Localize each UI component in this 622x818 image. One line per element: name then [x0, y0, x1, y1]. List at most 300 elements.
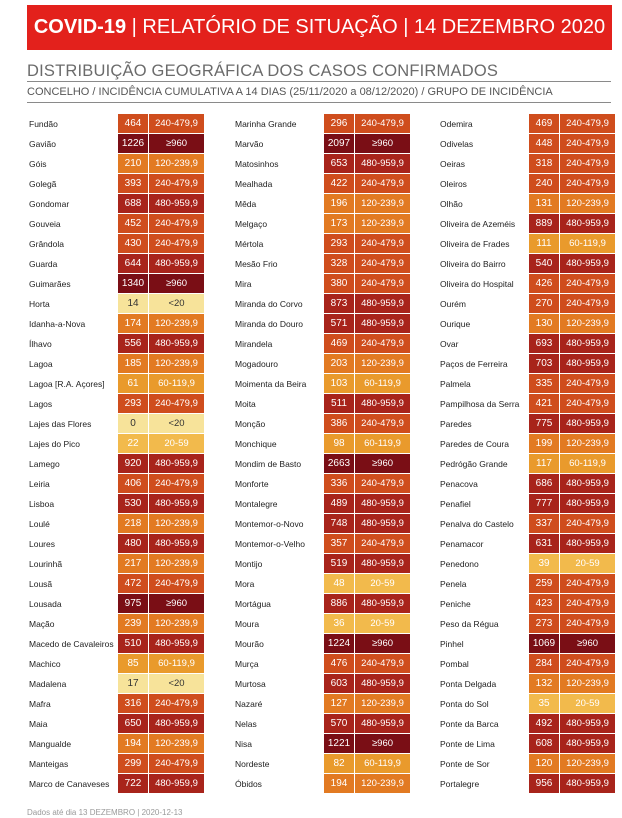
municipality-name: Odivelas: [440, 139, 474, 149]
municipality-name: Montijo: [235, 559, 263, 569]
incidence-group: 20-59: [355, 614, 410, 633]
incidence-value: 775: [529, 414, 560, 433]
incidence-group: 480-959,9: [355, 494, 410, 513]
report-header-banner: [27, 5, 612, 50]
incidence-value: 14: [118, 294, 149, 313]
municipality-name: Madalena: [29, 679, 67, 689]
incidence-value: 448: [529, 134, 560, 153]
municipality-name: Peso da Régua: [440, 619, 499, 629]
incidence-value: 337: [529, 514, 560, 533]
incidence-group: 120-239,9: [355, 354, 410, 373]
incidence-group: <20: [149, 294, 204, 313]
incidence-group: 480-959,9: [560, 734, 615, 753]
municipality-name: Ponte de Sor: [440, 759, 490, 769]
municipality-name: Paredes de Coura: [440, 439, 509, 449]
municipality-name: Ourique: [440, 319, 471, 329]
incidence-value: 956: [529, 774, 560, 793]
municipality-name: Portalegre: [440, 779, 480, 789]
incidence-value: 920: [118, 454, 149, 473]
header-separator-2: |: [397, 16, 414, 38]
municipality-name: Mondim de Basto: [235, 459, 302, 469]
incidence-value: 492: [529, 714, 560, 733]
incidence-group: 240-479,9: [149, 174, 204, 193]
incidence-group: 480-959,9: [560, 414, 615, 433]
incidence-group: 20-59: [149, 434, 204, 453]
municipality-name: Paços de Ferreira: [440, 359, 508, 369]
incidence-group: <20: [149, 674, 204, 693]
title-divider: [27, 81, 611, 82]
incidence-group: 480-959,9: [560, 474, 615, 493]
incidence-value: 98: [324, 434, 355, 453]
incidence-group: 480-959,9: [560, 334, 615, 353]
incidence-group: 60-119,9: [149, 654, 204, 673]
municipality-name: Marvão: [235, 139, 264, 149]
incidence-group: 240-479,9: [560, 514, 615, 533]
incidence-group: 240-479,9: [560, 174, 615, 193]
incidence-value: 603: [324, 674, 355, 693]
municipality-name: Oliveira do Hospital: [440, 279, 514, 289]
incidence-value: 316: [118, 694, 149, 713]
municipality-name: Pampilhosa da Serra: [440, 399, 520, 409]
municipality-name: Pedrógão Grande: [440, 459, 508, 469]
incidence-group: 240-479,9: [560, 134, 615, 153]
municipality-name: Nisa: [235, 739, 253, 749]
incidence-value: 17: [118, 674, 149, 693]
municipality-name: Penalva do Castelo: [440, 519, 514, 529]
section-subtitle: CONCELHO / INCIDÊNCIA CUMULATIVA A 14 DIAS (25/11/2020 a 08/12/2020) / GRUPO DE INCIDÊNCIA: [27, 86, 553, 98]
municipality-name: Peniche: [440, 599, 471, 609]
municipality-name: Penedono: [440, 559, 479, 569]
footer-note: Dados até dia 13 DEZEMBRO | 2020-12-13: [27, 808, 183, 817]
incidence-value: 296: [324, 114, 355, 133]
municipality-name: Miranda do Douro: [235, 319, 304, 329]
incidence-group: 240-479,9: [560, 154, 615, 173]
municipality-name: Montemor-o-Velho: [235, 539, 305, 549]
incidence-group: 480-959,9: [560, 354, 615, 373]
municipality-name: Mafra: [29, 699, 51, 709]
incidence-group: 60-119,9: [355, 374, 410, 393]
incidence-group: 120-239,9: [560, 674, 615, 693]
municipality-name: Lajes das Flores: [29, 419, 92, 429]
municipality-name: Mêda: [235, 199, 257, 209]
incidence-group: 240-479,9: [355, 114, 410, 133]
incidence-group: 240-479,9: [560, 574, 615, 593]
incidence-value: 131: [529, 194, 560, 213]
incidence-group: 480-959,9: [355, 674, 410, 693]
incidence-group: 240-479,9: [560, 374, 615, 393]
incidence-group: 480-959,9: [355, 594, 410, 613]
municipality-name: Horta: [29, 299, 50, 309]
incidence-value: 127: [324, 694, 355, 713]
municipality-name: Golegã: [29, 179, 57, 189]
municipality-name: Gavião: [29, 139, 56, 149]
incidence-value: 2097: [324, 134, 355, 153]
incidence-value: 469: [324, 334, 355, 353]
incidence-value: 130: [529, 314, 560, 333]
incidence-value: 644: [118, 254, 149, 273]
incidence-value: 703: [529, 354, 560, 373]
incidence-group: 240-479,9: [149, 234, 204, 253]
incidence-group: 480-959,9: [355, 514, 410, 533]
incidence-group: 240-479,9: [149, 754, 204, 773]
municipality-name: Idanha-a-Nova: [29, 319, 86, 329]
incidence-group: 120-239,9: [149, 614, 204, 633]
incidence-group: 480-959,9: [355, 294, 410, 313]
incidence-group: 240-479,9: [149, 214, 204, 233]
incidence-group: 240-479,9: [149, 474, 204, 493]
municipality-name: Oliveira de Frades: [440, 239, 510, 249]
municipality-name: Lousada: [29, 599, 62, 609]
municipality-name: Fundão: [29, 119, 58, 129]
incidence-group: 240-479,9: [149, 114, 204, 133]
incidence-group: 240-479,9: [355, 234, 410, 253]
incidence-value: 284: [529, 654, 560, 673]
municipality-name: Mértola: [235, 239, 264, 249]
incidence-group: ≥960: [355, 634, 410, 653]
header-report-title: RELATÓRIO DE SITUAÇÃO: [142, 16, 398, 38]
municipality-name: Ponte da Barca: [440, 719, 499, 729]
municipality-name: Odemira: [440, 119, 473, 129]
municipality-name: Moita: [235, 399, 256, 409]
incidence-value: 540: [529, 254, 560, 273]
incidence-value: 430: [118, 234, 149, 253]
municipality-name: Penamacor: [440, 539, 484, 549]
incidence-group: 240-479,9: [149, 694, 204, 713]
incidence-value: 299: [118, 754, 149, 773]
municipality-name: Óbidos: [235, 779, 262, 789]
incidence-value: 318: [529, 154, 560, 173]
incidence-value: 406: [118, 474, 149, 493]
incidence-group: 480-959,9: [149, 494, 204, 513]
municipality-name: Miranda do Corvo: [235, 299, 303, 309]
municipality-name: Melgaço: [235, 219, 268, 229]
incidence-value: 530: [118, 494, 149, 513]
incidence-value: 1224: [324, 634, 355, 653]
incidence-value: 239: [118, 614, 149, 633]
incidence-value: 777: [529, 494, 560, 513]
incidence-value: 421: [529, 394, 560, 413]
incidence-group: 120-239,9: [149, 154, 204, 173]
municipality-name: Nazaré: [235, 699, 263, 709]
incidence-value: 1226: [118, 134, 149, 153]
municipality-name: Loures: [29, 539, 55, 549]
municipality-name: Mogadouro: [235, 359, 279, 369]
incidence-value: 293: [324, 234, 355, 253]
incidence-value: 650: [118, 714, 149, 733]
incidence-value: 174: [118, 314, 149, 333]
incidence-value: 889: [529, 214, 560, 233]
incidence-value: 335: [529, 374, 560, 393]
incidence-value: 570: [324, 714, 355, 733]
incidence-group: 240-479,9: [560, 394, 615, 413]
municipality-name: Mesão Frio: [235, 259, 278, 269]
municipality-name: Mora: [235, 579, 255, 589]
incidence-group: 480-959,9: [149, 634, 204, 653]
header-date: 14 DEZEMBRO 2020: [413, 16, 606, 38]
incidence-value: 293: [118, 394, 149, 413]
incidence-value: 132: [529, 674, 560, 693]
incidence-group: 480-959,9: [355, 314, 410, 333]
incidence-group: 480-959,9: [355, 154, 410, 173]
incidence-group: 240-479,9: [355, 414, 410, 433]
incidence-group: 480-959,9: [355, 714, 410, 733]
municipality-name: Gondomar: [29, 199, 70, 209]
municipality-name: Marco de Canaveses: [29, 779, 110, 789]
incidence-group: 60-119,9: [355, 754, 410, 773]
incidence-value: 1340: [118, 274, 149, 293]
municipality-name: Nordeste: [235, 759, 270, 769]
incidence-value: 39: [529, 554, 560, 573]
municipality-name: Mirandela: [235, 339, 273, 349]
incidence-value: 688: [118, 194, 149, 213]
municipality-name: Murtosa: [235, 679, 266, 689]
municipality-name: Loulé: [29, 519, 50, 529]
municipality-name: Lisboa: [29, 499, 55, 509]
incidence-group: 120-239,9: [560, 754, 615, 773]
incidence-group: 480-959,9: [560, 214, 615, 233]
incidence-group: ≥960: [355, 454, 410, 473]
incidence-group: 60-119,9: [560, 454, 615, 473]
incidence-group: ≥960: [355, 734, 410, 753]
incidence-value: 0: [118, 414, 149, 433]
incidence-group: 120-239,9: [149, 734, 204, 753]
incidence-group: 240-479,9: [355, 534, 410, 553]
incidence-group: 120-239,9: [355, 194, 410, 213]
incidence-value: 259: [529, 574, 560, 593]
incidence-group: 240-479,9: [560, 594, 615, 613]
incidence-value: 1221: [324, 734, 355, 753]
incidence-value: 1069: [529, 634, 560, 653]
incidence-group: 120-239,9: [149, 314, 204, 333]
incidence-group: 120-239,9: [560, 194, 615, 213]
municipality-name: Oliveira de Azeméis: [440, 219, 516, 229]
incidence-value: 85: [118, 654, 149, 673]
incidence-group: 240-479,9: [560, 654, 615, 673]
municipality-name: Penela: [440, 579, 467, 589]
incidence-group: 240-479,9: [149, 394, 204, 413]
incidence-group: 120-239,9: [149, 554, 204, 573]
municipality-name: Matosinhos: [235, 159, 279, 169]
incidence-group: 480-959,9: [560, 254, 615, 273]
incidence-value: 722: [118, 774, 149, 793]
incidence-value: 873: [324, 294, 355, 313]
incidence-group: 480-959,9: [149, 194, 204, 213]
incidence-group: 240-479,9: [560, 274, 615, 293]
subtitle-divider: [27, 102, 611, 103]
incidence-value: 328: [324, 254, 355, 273]
incidence-value: 273: [529, 614, 560, 633]
incidence-group: ≥960: [355, 134, 410, 153]
incidence-group: 120-239,9: [355, 774, 410, 793]
municipality-name: Oleiros: [440, 179, 467, 189]
incidence-value: 571: [324, 314, 355, 333]
municipality-name: Maia: [29, 719, 48, 729]
incidence-group: 120-239,9: [149, 514, 204, 533]
municipality-name: Grândola: [29, 239, 64, 249]
municipality-name: Monchique: [235, 439, 277, 449]
incidence-value: 240: [529, 174, 560, 193]
incidence-group: 240-479,9: [355, 254, 410, 273]
incidence-group: 120-239,9: [560, 314, 615, 333]
incidence-value: 975: [118, 594, 149, 613]
incidence-value: 103: [324, 374, 355, 393]
municipality-name: Lagoa: [29, 359, 53, 369]
municipality-name: Mangualde: [29, 739, 72, 749]
municipality-name: Mortágua: [235, 599, 271, 609]
incidence-group: 240-479,9: [560, 294, 615, 313]
incidence-group: ≥960: [149, 594, 204, 613]
municipality-name: Montemor-o-Novo: [235, 519, 304, 529]
incidence-value: 194: [118, 734, 149, 753]
incidence-value: 631: [529, 534, 560, 553]
incidence-group: 240-479,9: [355, 334, 410, 353]
municipality-name: Lourinhã: [29, 559, 63, 569]
incidence-group: 120-239,9: [149, 354, 204, 373]
municipality-name: Pinhel: [440, 639, 464, 649]
incidence-value: 748: [324, 514, 355, 533]
incidence-group: 480-959,9: [560, 534, 615, 553]
incidence-group: 20-59: [560, 554, 615, 573]
incidence-value: 426: [529, 274, 560, 293]
municipality-name: Ponte de Lima: [440, 739, 495, 749]
municipality-name: Moimenta da Beira: [235, 379, 307, 389]
incidence-value: 886: [324, 594, 355, 613]
incidence-group: 480-959,9: [355, 394, 410, 413]
municipality-name: Monção: [235, 419, 266, 429]
municipality-name: Mação: [29, 619, 55, 629]
incidence-group: ≥960: [149, 274, 204, 293]
municipality-name: Lajes do Pico: [29, 439, 81, 449]
municipality-name: Lousã: [29, 579, 53, 589]
incidence-group: <20: [149, 414, 204, 433]
incidence-value: 686: [529, 474, 560, 493]
municipality-name: Nelas: [235, 719, 257, 729]
municipality-name: Olhão: [440, 199, 463, 209]
incidence-group: 480-959,9: [560, 774, 615, 793]
municipality-name: Penafiel: [440, 499, 471, 509]
incidence-group: ≥960: [149, 134, 204, 153]
incidence-value: 196: [324, 194, 355, 213]
municipality-name: Marinha Grande: [235, 119, 297, 129]
incidence-group: 480-959,9: [355, 554, 410, 573]
incidence-group: 480-959,9: [149, 534, 204, 553]
incidence-value: 653: [324, 154, 355, 173]
incidence-value: 210: [118, 154, 149, 173]
municipality-name: Oeiras: [440, 159, 466, 169]
incidence-value: 476: [324, 654, 355, 673]
incidence-value: 380: [324, 274, 355, 293]
municipality-name: Monforte: [235, 479, 269, 489]
incidence-group: 480-959,9: [149, 774, 204, 793]
incidence-value: 218: [118, 514, 149, 533]
incidence-value: 693: [529, 334, 560, 353]
incidence-value: 422: [324, 174, 355, 193]
incidence-value: 510: [118, 634, 149, 653]
incidence-group: 120-239,9: [560, 434, 615, 453]
incidence-value: 2663: [324, 454, 355, 473]
incidence-group: 120-239,9: [355, 214, 410, 233]
incidence-group: 120-239,9: [355, 694, 410, 713]
incidence-value: 489: [324, 494, 355, 513]
incidence-group: 240-479,9: [560, 614, 615, 633]
municipality-name: Ílhavo: [29, 339, 52, 349]
incidence-value: 270: [529, 294, 560, 313]
incidence-group: 60-119,9: [560, 234, 615, 253]
incidence-value: 82: [324, 754, 355, 773]
incidence-group: 240-479,9: [355, 274, 410, 293]
municipality-name: Paredes: [440, 419, 472, 429]
incidence-value: 336: [324, 474, 355, 493]
incidence-group: 240-479,9: [355, 474, 410, 493]
municipality-name: Ourém: [440, 299, 466, 309]
incidence-value: 608: [529, 734, 560, 753]
incidence-value: 480: [118, 534, 149, 553]
incidence-value: 117: [529, 454, 560, 473]
incidence-value: 173: [324, 214, 355, 233]
municipality-name: Palmela: [440, 379, 471, 389]
municipality-name: Leiria: [29, 479, 50, 489]
incidence-value: 61: [118, 374, 149, 393]
municipality-name: Ponta do Sol: [440, 699, 489, 709]
incidence-value: 357: [324, 534, 355, 553]
incidence-group: 480-959,9: [149, 254, 204, 273]
incidence-value: 120: [529, 754, 560, 773]
incidence-value: 22: [118, 434, 149, 453]
incidence-value: 386: [324, 414, 355, 433]
incidence-value: 48: [324, 574, 355, 593]
municipality-name: Penacova: [440, 479, 478, 489]
header-separator: |: [126, 16, 143, 38]
municipality-name: Moura: [235, 619, 260, 629]
municipality-name: Ovar: [440, 339, 459, 349]
header-brand: COVID-19: [33, 16, 127, 38]
incidence-group: 60-119,9: [149, 374, 204, 393]
incidence-value: 203: [324, 354, 355, 373]
incidence-value: 452: [118, 214, 149, 233]
incidence-value: 199: [529, 434, 560, 453]
municipality-name: Mira: [235, 279, 252, 289]
incidence-value: 35: [529, 694, 560, 713]
incidence-group: 240-479,9: [149, 574, 204, 593]
municipality-name: Lagos: [29, 399, 53, 409]
incidence-value: 511: [324, 394, 355, 413]
incidence-value: 472: [118, 574, 149, 593]
incidence-value: 217: [118, 554, 149, 573]
municipality-name: Manteigas: [29, 759, 69, 769]
municipality-name: Lagoa [R.A. Açores]: [29, 379, 105, 389]
incidence-group: 480-959,9: [149, 334, 204, 353]
section-title: DISTRIBUIÇÃO GEOGRÁFICA DOS CASOS CONFIRMADOS: [27, 62, 499, 80]
municipality-name: Oliveira do Bairro: [440, 259, 506, 269]
incidence-group: 20-59: [355, 574, 410, 593]
incidence-value: 393: [118, 174, 149, 193]
incidence-group: ≥960: [560, 634, 615, 653]
municipality-name: Machico: [29, 659, 61, 669]
incidence-value: 111: [529, 234, 560, 253]
incidence-group: 240-479,9: [560, 114, 615, 133]
incidence-group: 60-119,9: [355, 434, 410, 453]
incidence-value: 36: [324, 614, 355, 633]
incidence-group: 480-959,9: [560, 494, 615, 513]
incidence-value: 464: [118, 114, 149, 133]
incidence-value: 469: [529, 114, 560, 133]
municipality-name: Lamego: [29, 459, 60, 469]
municipality-name: Guarda: [29, 259, 58, 269]
municipality-name: Ponta Delgada: [440, 679, 497, 689]
incidence-group: 240-479,9: [355, 654, 410, 673]
municipality-name: Mealhada: [235, 179, 273, 189]
municipality-name: Mourão: [235, 639, 264, 649]
